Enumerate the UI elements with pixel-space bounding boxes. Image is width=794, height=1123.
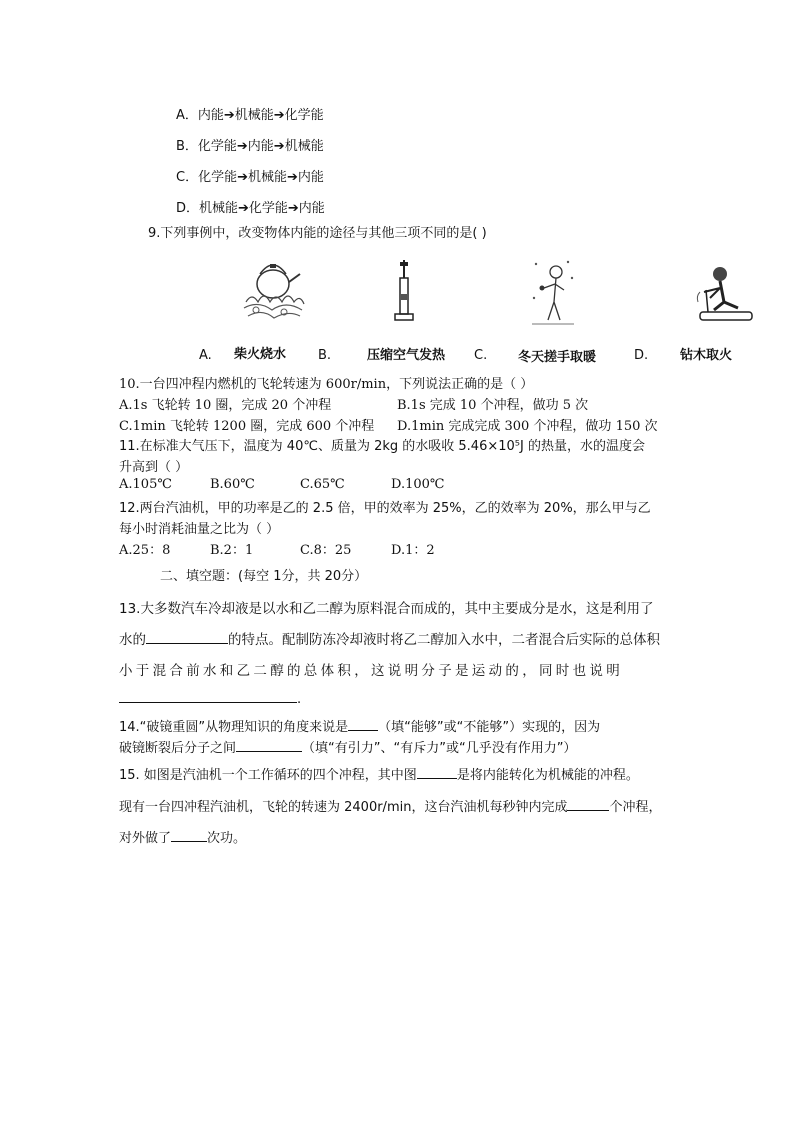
q15-blank-1[interactable] xyxy=(417,766,457,779)
q11-stem-line2: 升高到（ ） xyxy=(119,460,189,475)
q13-line2 xyxy=(119,628,660,648)
q13-line2-pre: 水的 xyxy=(119,632,146,648)
q10-option-b: B.1s 完成 10 个冲程，做功 5 次 xyxy=(397,398,589,413)
q9-fig-c-letter: C. xyxy=(474,348,488,363)
q8-option-b: B．化学能➔内能➔机械能 xyxy=(176,139,324,154)
q14-blank-2[interactable] xyxy=(236,739,302,752)
q15-line3 xyxy=(119,827,246,846)
q13-line3: 小于混合前水和乙二醇的总体积，这说明分子是运动的，同时也说明 xyxy=(119,663,623,679)
q15-line3-pre: 对外做了 xyxy=(119,831,172,846)
q15-line2-post: 个冲程， xyxy=(609,800,662,815)
q14-line2-pre: 破镜断裂后分子之间 xyxy=(119,741,237,756)
q11-option-b: B.60℃ xyxy=(210,477,255,492)
q9-fig-b-caption: 压缩空气发热 xyxy=(367,348,446,363)
q13-line4 xyxy=(119,690,301,707)
rubbing-hands-illustration xyxy=(528,258,578,328)
q12-option-b: B.2：1 xyxy=(210,543,254,558)
q14-line2 xyxy=(119,737,576,756)
q15-line2-pre: 现有一台四冲程汽油机，飞轮的转速为 2400r/min，这台汽油机每秒钟内完成 xyxy=(119,800,568,815)
q12-option-c: C.8：25 xyxy=(300,543,352,558)
q14-line1-post: （填“能够”或“不能够”）实现的，因为 xyxy=(378,720,601,735)
q11-option-a: A.105℃ xyxy=(119,477,172,492)
q9-fig-b-letter: B. xyxy=(318,348,332,363)
q8-option-c: C．化学能➔机械能➔内能 xyxy=(176,170,324,185)
q14-blank-1[interactable] xyxy=(348,718,378,731)
q13-blank-1[interactable] xyxy=(146,631,228,644)
q9-fig-a-letter: A. xyxy=(199,348,212,363)
q12-option-d: D.1：2 xyxy=(391,543,435,558)
q8-option-d: D．机械能➔化学能➔内能 xyxy=(176,201,325,216)
q15-blank-3[interactable] xyxy=(171,829,207,842)
q14-line2-post: （填“有引力”、“有斥力”或“几乎没有作用力”） xyxy=(302,741,577,756)
wood-drilling-fire-illustration xyxy=(690,262,760,328)
q13-line4-end: . xyxy=(297,692,302,707)
q9-fig-a-caption: 柴火烧水 xyxy=(234,347,287,362)
q9-fig-d-caption: 钻木取火 xyxy=(680,348,733,363)
section-fill-in-heading: 二、填空题：(每空 1分，共 20分） xyxy=(160,569,368,584)
q10-option-d: D.1min 完成完成 300 个冲程，做功 150 次 xyxy=(397,419,658,434)
q14-line1-pre: 14.“破镜重圆”从物理知识的角度来说是 xyxy=(119,720,349,735)
q10-option-c: C.1min 飞轮转 1200 圈，完成 600 个冲程 xyxy=(119,419,375,434)
q15-line1-pre: 15. 如图是汽油机一个工作循环的四个冲程，其中图 xyxy=(119,768,417,783)
q12-stem-line1: 12.两台汽油机，甲的功率是乙的 2.5 倍，甲的效率为 25%，乙的效率为 20%，那么甲与乙 xyxy=(119,501,651,516)
q11-stem-line1: 11.在标准大气压下，温度为 40℃、质量为 2kg 的水吸收 5.46×10⁵J 的热量，水的温度会 xyxy=(119,439,645,454)
q15-line1 xyxy=(119,764,639,783)
q14-line1 xyxy=(119,716,600,735)
q13-line2-post: 的特点。配制防冻冷却液时将乙二醇加入水中，二者混合后实际的总体积 xyxy=(228,632,660,648)
q10-option-a: A.1s 飞轮转 10 圈，完成 20 个冲程 xyxy=(119,398,332,413)
q15-line3-post: 次功。 xyxy=(207,831,247,846)
q12-stem-line2: 每小时消耗油量之比为（ ） xyxy=(119,522,280,537)
q13-line1: 13.大多数汽车冷却液是以水和乙二醇为原料混合而成的，其中主要成分是水，这是利用了 xyxy=(119,601,654,617)
air-compression-tube-illustration xyxy=(392,258,416,328)
q9-fig-d-letter: D. xyxy=(634,348,649,363)
q12-option-a: A.25：8 xyxy=(119,543,171,558)
q13-blank-2[interactable] xyxy=(119,690,297,703)
q11-option-c: C.65℃ xyxy=(300,477,345,492)
kettle-fire-illustration xyxy=(238,252,308,324)
q15-line1-post: 是将内能转化为机械能的冲程。 xyxy=(456,768,639,783)
q9-fig-c-caption: 冬天搓手取暖 xyxy=(518,350,597,365)
q10-stem: 10.一台四冲程内燃机的飞轮转速为 600r/min，下列说法正确的是（ ） xyxy=(119,377,534,392)
q9-stem: 9.下列事例中，改变物体内能的途径与其他三项不同的是( ) xyxy=(148,226,487,241)
q15-blank-2[interactable] xyxy=(567,798,609,811)
q11-option-d: D.100℃ xyxy=(391,477,445,492)
q8-option-a: A．内能➔机械能➔化学能 xyxy=(176,108,324,123)
q15-line2 xyxy=(119,796,661,815)
